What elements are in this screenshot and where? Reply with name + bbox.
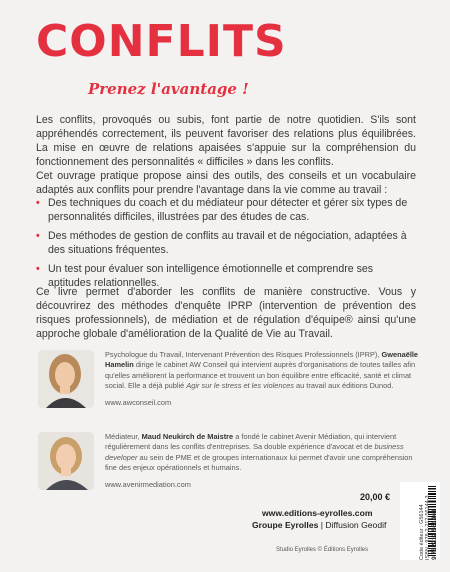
studio-credit: Studio Eyrolles © Éditions Eyrolles: [276, 547, 369, 553]
book-title: CONFLITS: [36, 16, 287, 67]
author-portrait-icon: [38, 350, 94, 408]
bullet-icon: •: [36, 263, 40, 276]
publisher-line: Groupe Eyrolles | Diffusion Geodif: [252, 520, 387, 530]
author-name: Gwenaëlle Hamelin: [105, 350, 419, 370]
feature-list: [36, 196, 416, 296]
isbn-number: ISBN : 978-2-212-56144-3: [424, 495, 431, 560]
list-item: • Un test pour évaluer son intelligence émotionnelle et comprendre ses aptitudes relationnelles.: [36, 263, 374, 290]
intro-text: [36, 113, 416, 198]
list-item: • Des techniques du coach et du médiateur pour détecter et gérer six types de personnalités difficiles, illustrées par des études de cas.: [36, 197, 408, 224]
author-portrait-icon: [38, 432, 94, 490]
book-subtitle: Prenez l'avantage !: [88, 80, 249, 98]
publisher-code: Code éditeur : G56144: [419, 504, 425, 560]
closing-paragraph: Ce livre permet d'aborder les conflits de manière constructive. Vous y découvrirez des méthodes d'enquête IPRP (intervention de prévention des risques professionnels), de médiation et de régulation d'équipe® ainsi qu'une approche globale d'amélioration de la Qualité de Vie au Travail.: [36, 286, 416, 341]
intro-paragraph-1: Les conflits, provoqués ou subis, font partie de notre quotidien. S'ils sont appréhendés correctement, ils peuvent favoriser des relations plus équilibrées. La mise en œuvre de relations apaisées s'appuie sur la compréhension du fonctionnement des personnalités « difficiles » dans les conflits.: [36, 114, 416, 169]
author-photo-hamelin: [38, 350, 94, 408]
list-item: • Des méthodes de gestion de conflits au travail et de négociation, adaptées à des situations fréquentes.: [36, 230, 407, 257]
bullet-icon: •: [36, 230, 40, 243]
price: 20,00 €: [360, 492, 391, 502]
author-photo-neukirch: [38, 432, 94, 490]
barcode-digits: 9 782212 561443: [431, 509, 438, 560]
isbn-block: [419, 482, 438, 560]
author-website-link[interactable]: www.awconseil.com: [105, 397, 172, 407]
author-name: Maud Neukirch de Maistre: [141, 432, 234, 441]
author-bio-hamelin: Psychologue du Travail, Intervenant Prévention des Risques Professionnels (IPRP), Gwenaëlle Hamelin dirige le cabinet AW Conseil qui intervient auprès d'organisations de toutes tailles afin qu'elles améliorent la performance et trouvent un bon équilibre entre efficacité, santé et climat social. Elle a déjà publié Agir sur le stress et les violences au travail aux éditions Dunod. www.awconseil.com: [105, 350, 421, 408]
author-bio-neukirch: Médiateur, Maud Neukirch de Maistre a fondé le cabinet Avenir Médiation, qui intervient régulièrement dans les conflits d'entreprises. Sa double expérience d'avocat et de business developer au sein de PME et de groupes internationaux lui permet d'avoir une compréhension fine des enjeux opérationnels et humains. www.avenirmediation.com: [105, 432, 421, 490]
author-website-link[interactable]: www.avenirmediation.com: [105, 479, 191, 489]
publisher-website-link[interactable]: www.editions-eyrolles.com: [262, 508, 373, 518]
intro-paragraph-2: Cet ouvrage pratique propose ainsi des outils, des conseils et un vocabulaire adaptés aux conflits pour prendre l'avantage dans la vie comme au travail :: [36, 170, 416, 197]
bullet-icon: •: [36, 197, 40, 209]
